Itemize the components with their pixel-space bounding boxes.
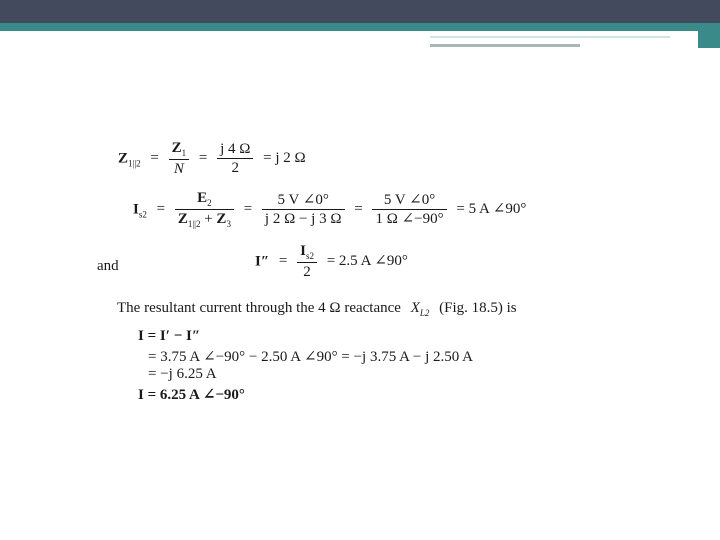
eq4-line-2: = 3.75 A ∠−90° − 2.50 A ∠90° = −j 3.75 A − j 2.50 A bbox=[148, 349, 474, 365]
header-teal-bar bbox=[0, 23, 720, 31]
header-corner-block bbox=[698, 23, 720, 48]
eq2-result: = 5 A ∠90° bbox=[456, 201, 527, 218]
eq1-fraction-2: $\frac{j 4 \Omega}{2}$ bbox=[217, 142, 253, 176]
eq1-result: = j 2 Ω bbox=[263, 150, 306, 167]
header-dark-bar bbox=[0, 0, 720, 23]
eq4-line-3: = −j 6.25 A bbox=[148, 366, 217, 382]
eq1-lhs: Z bbox=[118, 150, 129, 167]
header-gray-rule bbox=[430, 44, 580, 47]
equation-i-double-prime: I″ = $\frac{I_{s2}}{2}$ = 2.5 A ∠90° bbox=[255, 243, 408, 280]
header-light-rule bbox=[430, 36, 670, 38]
eq1-fraction-1: $\frac{Z_1}{N}$ bbox=[169, 141, 190, 177]
eq2-fraction-1: $\frac{E_2}{Z_{1||2} + Z_3}$ bbox=[175, 191, 234, 229]
eq3-lhs: I″ bbox=[255, 253, 270, 270]
and-label: and bbox=[97, 258, 119, 274]
eq2-fraction-3: $\frac{5 V \angle 0^\circ}{1 \Omega \angle-90^\circ}$ bbox=[372, 193, 446, 227]
eq2-fraction-2: $\frac{5 V \angle 0^\circ}{j 2 \Omega - j 3 \Omega}$ bbox=[262, 193, 345, 227]
resultant-sentence: The resultant current through the 4 Ω reactance $X_{L2}$ (Fig. 18.5) is bbox=[117, 300, 517, 318]
eq4-line-4: I = 6.25 A ∠−90° bbox=[138, 387, 245, 403]
eq3-result: = 2.5 A ∠90° bbox=[326, 253, 408, 270]
eq2-lhs: I bbox=[133, 201, 139, 218]
equation-z-parallel: $Z_{1||2}$ = $\frac{Z_1}{N}$ = $\frac{j 4 \Omega}{2}$ = j 2 Ω bbox=[118, 140, 306, 177]
equation-source-current: $I_{s2}$ = $\frac{E_2}{Z_{1||2} + Z_3}$ = $\frac{5 V \angle 0^\circ}{j 2 \Omega - j 3 \Omega}$ = $\frac{5 V \angle 0^\circ}{1 \Omega \angle-90^\circ}$ = 5 A ∠90° bbox=[133, 190, 527, 229]
eq3-fraction: $\frac{I_{s2}}{2}$ bbox=[297, 244, 317, 280]
eq1-lhs-sub: 1||2 bbox=[128, 158, 141, 169]
eq4-line-1: I = I′ − I″ bbox=[138, 328, 201, 344]
